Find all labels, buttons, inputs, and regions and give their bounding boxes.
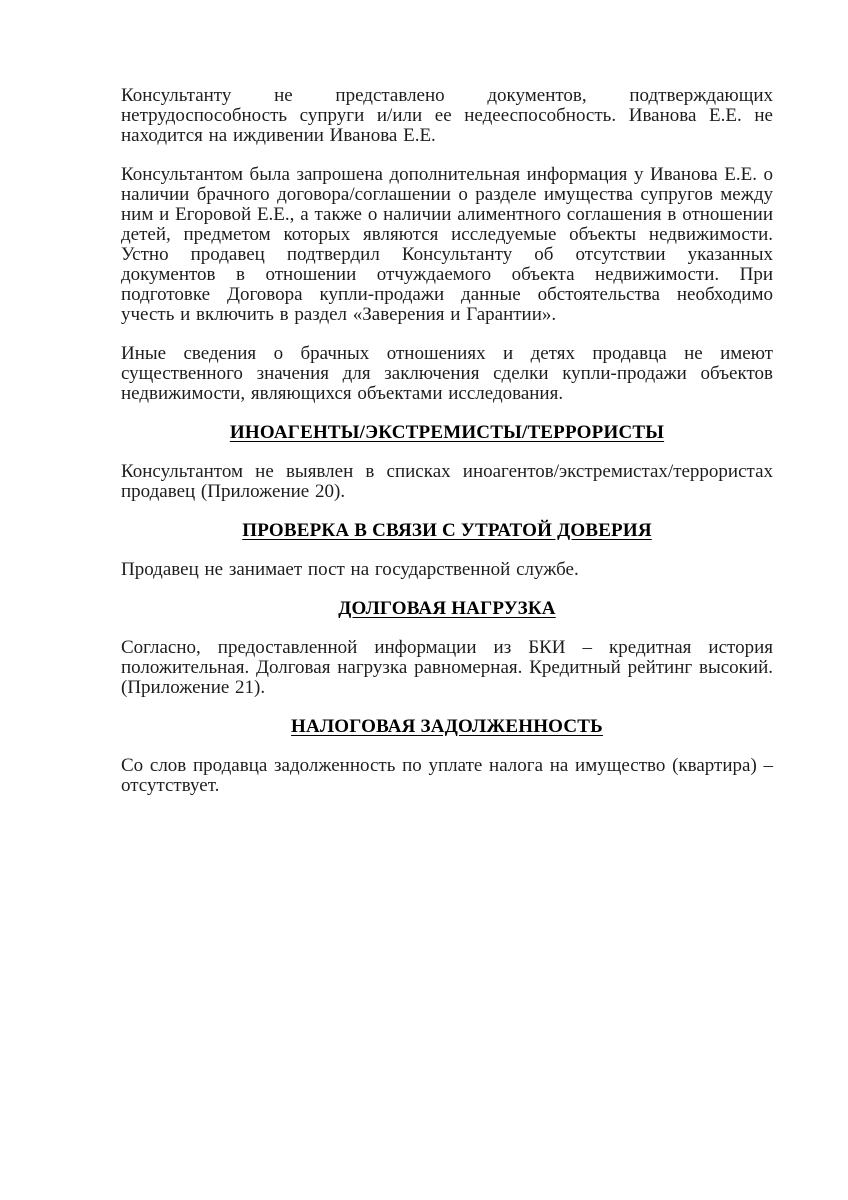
heading-tax-debt: НАЛОГОВАЯ ЗАДОЛЖЕННОСТЬ [291, 716, 603, 737]
paragraph-other-marital-info: Иные сведения о брачных отношениях и детях продавца не имеют существенного значения для заключения сделки купли-продажи объектов недвижимости, являющихся объектами исследования. [121, 343, 773, 404]
document-content [121, 86, 773, 815]
paragraph-incapacity-documents: Консультанту не представлено документов, подтверждающих нетрудоспособность супруги и/или ее недееспособность. Иванова Е.Е. не находится на иждивении Иванова Е.Е. [121, 85, 773, 146]
heading-loss-of-trust-check: ПРОВЕРКА В СВЯЗИ С УТРАТОЙ ДОВЕРИЯ [242, 520, 652, 541]
paragraph-tax-debt-status: Со слов продавца задолженность по уплате налога на имущество (квартира) – отсутствует. [121, 755, 773, 796]
paragraph-foreign-agents-check: Консультантом не выявлен в списках иноагентов/экстремистах/террористах продавец (Приложение 20). [121, 461, 773, 502]
heading-debt-load: ДОЛГОВАЯ НАГРУЗКА [338, 598, 556, 619]
paragraph-credit-history: Согласно, предоставленной информации из БКИ – кредитная история положительная. Долговая нагрузка равномерная. Кредитный рейтинг высокий. (Приложение 21). [121, 637, 773, 698]
heading-foreign-agents-extremists-terrorists: ИНОАГЕНТЫ/ЭКСТРЕМИСТЫ/ТЕРРОРИСТЫ [229, 422, 665, 443]
paragraph-marriage-contract-inquiry: Консультантом была запрошена дополнительная информация у Иванова Е.Е. о наличии брачного договора/соглашении о разделе имущества супругов между ним и Егоровой Е.Е., а также о наличии алиментного соглашения в отношении детей, предметом которых являются исследуемые объекты недвижимости. Устно продавец подтвердил Консультанту об отсутствии указанных документов в отношении отчуждаемого объекта недвижимости. При подготовке Договора купли-продажи данные обстоятельства необходимо учесть и включить в раздел «Заверения и Гарантии». [121, 164, 773, 325]
paragraph-government-post: Продавец не занимает пост на государственной службе. [121, 559, 579, 580]
